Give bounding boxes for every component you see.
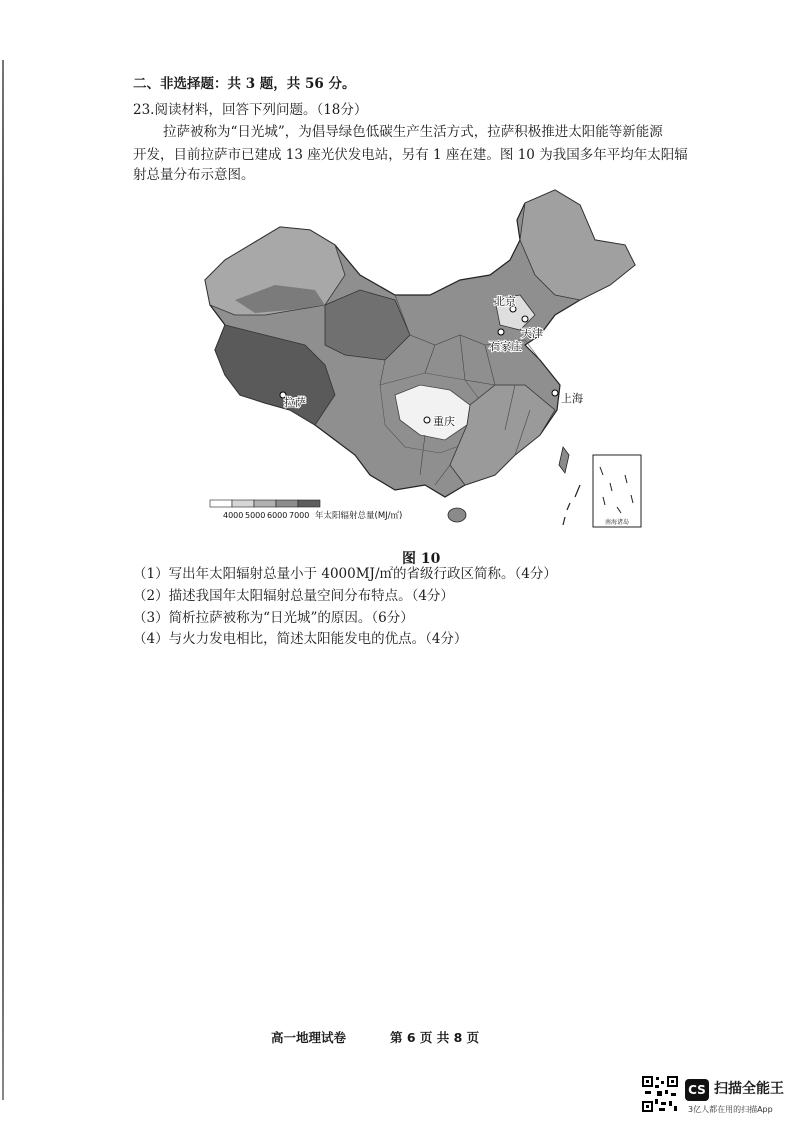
figure-caption: 图 10 xyxy=(402,551,441,567)
section-heading: 二、非选择题：共 3 题，共 56 分。 xyxy=(133,76,356,92)
legend-swatch-4 xyxy=(276,500,298,507)
chongqing-label: 重庆 xyxy=(433,415,455,428)
hainan-island xyxy=(448,508,466,522)
chongqing-dot xyxy=(424,417,430,423)
tianjin-label: 天津 xyxy=(521,327,543,340)
solar-radiation-map xyxy=(195,185,655,530)
legend xyxy=(210,500,402,521)
footer-subject: 高一地理试卷 xyxy=(271,1030,347,1045)
sub-question-2: （2）描述我国年太阳辐射总量空间分布特点。（4分） xyxy=(133,588,454,604)
sub-question-1: （1）写出年太阳辐射总量小于 4000MJ/㎡的省级行政区简称。（4分） xyxy=(133,566,557,582)
shanghai-dot xyxy=(552,390,558,396)
scanner-tagline: 3亿人都在用的扫描App xyxy=(688,1105,773,1114)
legend-tick-4000: 4000 xyxy=(223,511,244,520)
scan-edge-shadow xyxy=(2,60,4,1100)
legend-tick-6000: 6000 xyxy=(267,511,288,520)
taiwan-island xyxy=(559,447,569,473)
legend-tick-5000: 5000 xyxy=(245,511,266,520)
camscanner-logo-icon: CS xyxy=(685,1079,709,1101)
tianjin-dot xyxy=(522,316,528,322)
qr-code-icon xyxy=(641,1075,679,1113)
footer-page-number: 第 6 页 共 8 页 xyxy=(390,1030,480,1045)
coast-dashes xyxy=(563,485,580,525)
passage-line-1: 拉萨被称为“日光城”，为倡导绿色低碳生产生活方式，拉萨积极推进太阳能等新能源 xyxy=(163,124,663,140)
scanner-app-name: 扫描全能王 xyxy=(714,1081,784,1097)
legend-swatch-2 xyxy=(232,500,254,507)
legend-swatch-1 xyxy=(210,500,232,507)
legend-title: 年太阳辐射总量(MJ/㎡) xyxy=(315,511,403,521)
south-china-sea-inset xyxy=(593,455,641,527)
question-title: 23.阅读材料，回答下列问题。（18分） xyxy=(133,102,368,118)
lhasa-label: 拉萨 xyxy=(284,396,306,409)
sub-question-4: （4）与火力发电相比，简述太阳能发电的优点。（4分） xyxy=(133,631,468,647)
shijiazhuang-label: 石家庄 xyxy=(489,340,522,353)
shanghai-label: 上海 xyxy=(561,392,583,405)
legend-swatch-5 xyxy=(298,500,320,507)
legend-tick-7000: 7000 xyxy=(289,511,310,520)
legend-swatch-3 xyxy=(254,500,276,507)
inset-label: 南海诸岛 xyxy=(605,519,630,526)
passage-line-3: 射总量分布示意图。 xyxy=(133,167,255,183)
china-map-svg xyxy=(195,185,655,530)
shijiazhuang-dot xyxy=(498,329,504,335)
passage-line-2: 开发，目前拉萨市已建成 13 座光伏发电站，另有 1 座在建。图 10 为我国多年平均年太阳辐 xyxy=(133,147,688,163)
sub-question-3: （3）简析拉萨被称为“日光城”的原因。（6分） xyxy=(133,610,414,626)
beijing-label: 北京 xyxy=(494,295,516,308)
